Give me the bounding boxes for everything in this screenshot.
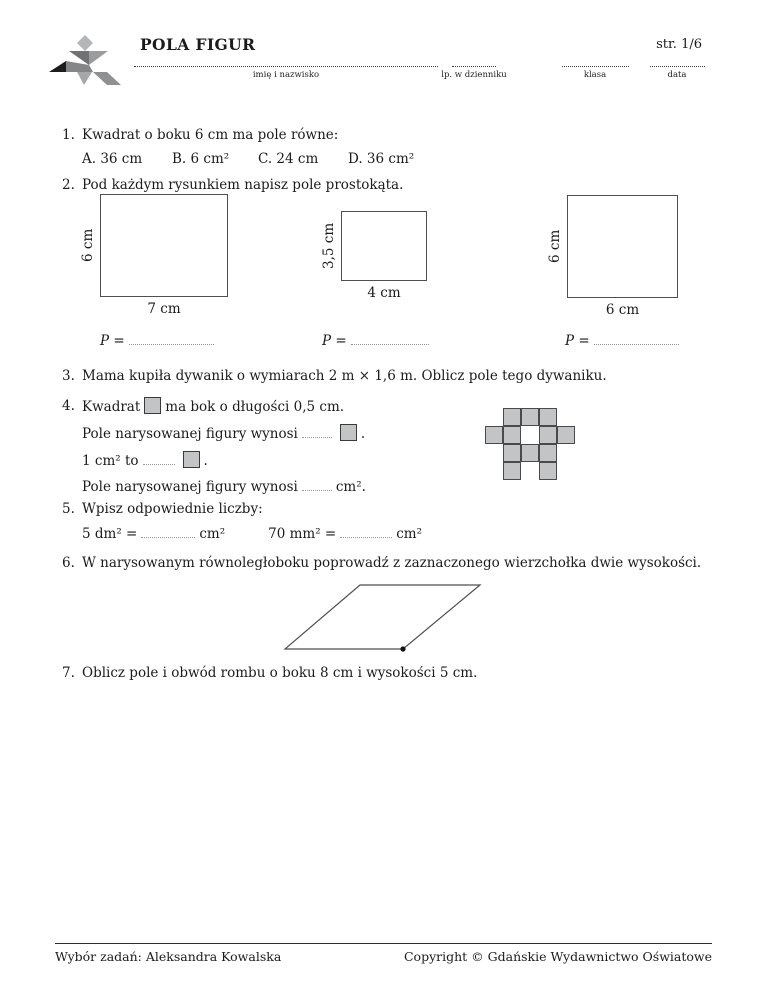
question-2-text: Pod każdym rysunkiem napisz pole prostokąta.: [82, 177, 404, 193]
date-field-label: data: [667, 70, 687, 80]
rectangle-figure-1: [100, 194, 228, 297]
q4-l3-answer-blank: [143, 453, 175, 465]
question-3-number: 3.: [62, 368, 75, 384]
fig1-height-label: 6 cm: [80, 228, 96, 263]
question-4-number: 4.: [62, 398, 75, 414]
fig3-width-label: 6 cm: [605, 302, 640, 318]
question-6-text: W narysowanym równoległoboku poprowadź z zaznaczonego wierzchołka dwie wysokości.: [82, 555, 702, 571]
question-3: [62, 367, 742, 385]
field-name: [134, 66, 438, 80]
question-2: [62, 176, 722, 194]
footer-rule: [55, 943, 712, 944]
field-register-number: [440, 66, 508, 80]
question-4-line-2-content: [82, 424, 365, 443]
q5-equation-2: [268, 525, 422, 543]
q5-spacer: [225, 525, 268, 543]
field-date: [648, 66, 706, 80]
q5-eq2-answer-blank: [340, 526, 392, 538]
q5-eq1-answer-blank: [141, 526, 195, 538]
parallelogram-figure: [280, 580, 490, 658]
q5-eq1-unit: cm²: [199, 526, 226, 542]
date-dotted-line: [650, 66, 705, 67]
q4-l2-square-icon: [340, 424, 357, 441]
fig2-answer-blank: [351, 333, 429, 345]
question-1: [62, 126, 722, 144]
question-4-line-4: [82, 478, 502, 496]
grid-cell: [503, 444, 521, 462]
q4-l3-square-icon: [183, 451, 200, 468]
q5-eq2-lhs: 70 mm² =: [268, 526, 337, 542]
q4-l1-text-before: Kwadrat: [82, 399, 141, 415]
q1-option-c: C. 24 cm: [258, 151, 319, 167]
grid-cell: [557, 426, 575, 444]
question-4-line-1-content: [82, 397, 344, 416]
grid-cell: [503, 462, 521, 480]
q4-l4-answer-blank: [302, 479, 332, 491]
rectangle-figure-3: [567, 195, 678, 298]
grid-cell: [503, 426, 521, 444]
grid-cell: [539, 462, 557, 480]
rectangle-figure-2: [341, 211, 427, 281]
q1-option-d: D. 36 cm²: [348, 151, 415, 167]
name-dotted-line: [134, 66, 438, 67]
fig1-p-symbol: P: [100, 333, 110, 349]
question-5-number: 5.: [62, 501, 75, 517]
question-4-line-2: [82, 424, 502, 443]
q4-l2-answer-blank: [302, 426, 332, 438]
question-7: [62, 664, 742, 682]
fig3-equals: =: [578, 333, 590, 349]
question-5-text: Wpisz odpowiednie liczby:: [82, 501, 263, 517]
q4-l4-unit: cm².: [335, 479, 366, 495]
q4-l1-text-after: ma bok o długości 0,5 cm.: [165, 399, 345, 415]
q4-unit-square-icon: [144, 397, 161, 414]
question-5: [62, 500, 722, 518]
question-2-number: 2.: [62, 177, 75, 193]
fig1-area-answer: [100, 333, 214, 349]
q4-l2-period: .: [360, 426, 366, 442]
grid-cell: [521, 444, 539, 462]
class-field-label: klasa: [583, 70, 607, 80]
name-field-label: imię i nazwisko: [252, 70, 320, 80]
grid-cell: [485, 426, 503, 444]
question-4-line-3: [82, 451, 502, 470]
footer-credit: Wybór zadań: Aleksandra Kowalska: [55, 949, 282, 964]
q1-option-b: B. 6 cm²: [172, 151, 230, 167]
question-6-number: 6.: [62, 555, 75, 571]
fig2-equals: =: [335, 333, 347, 349]
grid-cell: [521, 408, 539, 426]
question-4-line-3-content: [82, 451, 208, 470]
fig2-height-label: 3,5 cm: [321, 222, 337, 270]
fig2-area-answer: [322, 333, 429, 349]
question-5-equations: [82, 525, 702, 543]
page-indicator: str. 1/6: [656, 37, 702, 52]
q5-eq2-unit: cm²: [396, 526, 422, 542]
question-6: [62, 554, 742, 572]
q4-l3-text: 1 cm² to: [82, 453, 139, 469]
fig3-area-answer: [565, 333, 679, 349]
fig3-answer-blank: [594, 333, 679, 345]
fig3-height-label: 6 cm: [547, 229, 563, 264]
q4-l2-text: Pole narysowanej figury wynosi: [82, 426, 298, 442]
q1-option-a: A. 36 cm: [82, 151, 143, 167]
grid-figure: [485, 408, 575, 480]
question-7-number: 7.: [62, 665, 75, 681]
marked-vertex-dot: [400, 646, 405, 651]
question-1-number: 1.: [62, 127, 75, 143]
question-1-text: Kwadrat o boku 6 cm ma pole równe:: [82, 127, 339, 143]
publisher-logo-icon: [48, 34, 124, 90]
q5-eq1-lhs: 5 dm² =: [82, 526, 138, 542]
register-field-label: lp. w dzienniku: [441, 70, 507, 80]
fig3-p-symbol: P: [565, 333, 575, 349]
grid-cell: [539, 444, 557, 462]
fig2-width-label: 4 cm: [367, 285, 401, 301]
question-3-text: Mama kupiła dywanik o wymiarach 2 m × 1,6 m. Oblicz pole tego dywaniku.: [82, 368, 607, 384]
page-title: POLA FIGUR: [140, 35, 256, 54]
footer-copyright: Copyright © Gdańskie Wydawnictwo Oświatowe: [403, 949, 712, 964]
field-class: [560, 66, 630, 80]
register-dotted-line: [452, 66, 496, 67]
fig1-width-label: 7 cm: [147, 301, 181, 317]
fig1-equals: =: [113, 333, 125, 349]
fig2-p-symbol: P: [322, 333, 332, 349]
grid-cell: [539, 408, 557, 426]
grid-cell: [539, 426, 557, 444]
grid-cell: [503, 408, 521, 426]
q4-l4-text: Pole narysowanej figury wynosi: [82, 479, 298, 495]
fig1-answer-blank: [129, 333, 214, 345]
question-4-line-1: [62, 397, 482, 416]
question-7-text: Oblicz pole i obwód rombu o boku 8 cm i wysokości 5 cm.: [82, 665, 478, 681]
question-4-line-4-content: [82, 478, 366, 496]
q4-l3-period: .: [203, 453, 208, 469]
q5-equation-1: [82, 525, 225, 543]
class-dotted-line: [562, 66, 629, 67]
